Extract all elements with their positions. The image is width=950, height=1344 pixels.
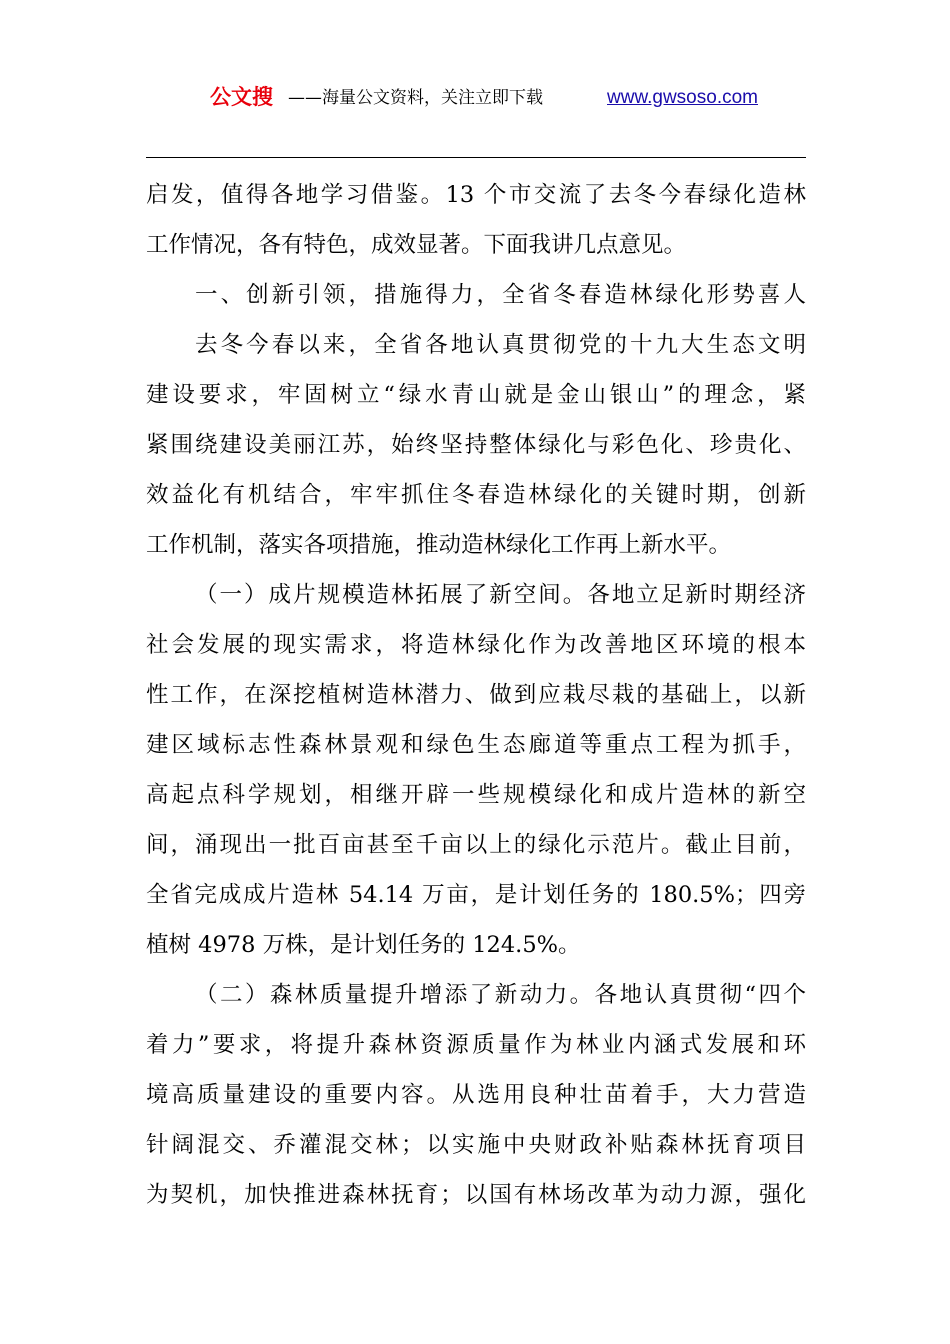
text-line: 去冬今春以来，全省各地认真贯彻党的十九大生态文明 — [195, 332, 806, 358]
text-line: 为契机，加快推进森林抚育；以国有林场改革为动力源，强化 — [146, 1182, 806, 1208]
text-line: 全省完成成片造林 54.14 万亩，是计划任务的 180.5%；四旁 — [146, 882, 806, 908]
site-link[interactable]: www.gwsoso.com — [607, 87, 758, 108]
text-line: 间，涌现出一批百亩甚至千亩以上的绿化示范片。截止目前， — [146, 832, 806, 858]
text-line: 工作机制，落实各项措施，推动造林绿化工作再上新水平。 — [146, 532, 732, 558]
text-line: 植树 4978 万株，是计划任务的 124.5%。 — [146, 932, 581, 958]
text-line: （二）森林质量提升增添了新动力。各地认真贯彻“四个 — [195, 982, 806, 1008]
text-line: 工作情况，各有特色，成效显著。下面我讲几点意见。 — [146, 232, 687, 258]
text-line: 一、创新引领，措施得力，全省冬春造林绿化形势喜人 — [195, 282, 806, 308]
text-line: 启发，值得各地学习借鉴。13 个市交流了去冬今春绿化造林 — [146, 182, 806, 208]
text-line: 社会发展的现实需求，将造林绿化作为改善地区环境的根本 — [146, 632, 806, 658]
page-header — [0, 82, 950, 116]
text-line: （一）成片规模造林拓展了新空间。各地立足新时期经济 — [195, 582, 806, 608]
brand-logo: 公文搜 — [210, 85, 273, 109]
header-tagline: ——海量公文资料，关注立即下载 — [288, 88, 543, 108]
text-line: 着力”要求，将提升森林资源质量作为林业内涵式发展和环 — [146, 1032, 806, 1058]
text-line: 境高质量建设的重要内容。从选用良种壮苗着手，大力营造 — [146, 1082, 806, 1108]
text-line: 针阔混交、乔灌混交林；以实施中央财政补贴森林抚育项目 — [146, 1132, 806, 1158]
text-line: 效益化有机结合，牢牢抓住冬春造林绿化的关键时期，创新 — [146, 482, 806, 508]
document-body — [146, 170, 806, 1220]
header-divider — [146, 157, 806, 158]
text-line: 建设要求，牢固树立“绿水青山就是金山银山”的理念，紧 — [146, 382, 806, 408]
text-line: 高起点科学规划，相继开辟一些规模绿化和成片造林的新空 — [146, 782, 806, 808]
text-line: 建区域标志性森林景观和绿色生态廊道等重点工程为抓手， — [146, 732, 806, 758]
text-line: 紧围绕建设美丽江苏，始终坚持整体绿化与彩色化、珍贵化、 — [146, 432, 806, 458]
text-line: 性工作，在深挖植树造林潜力、做到应栽尽栽的基础上，以新 — [146, 682, 806, 708]
